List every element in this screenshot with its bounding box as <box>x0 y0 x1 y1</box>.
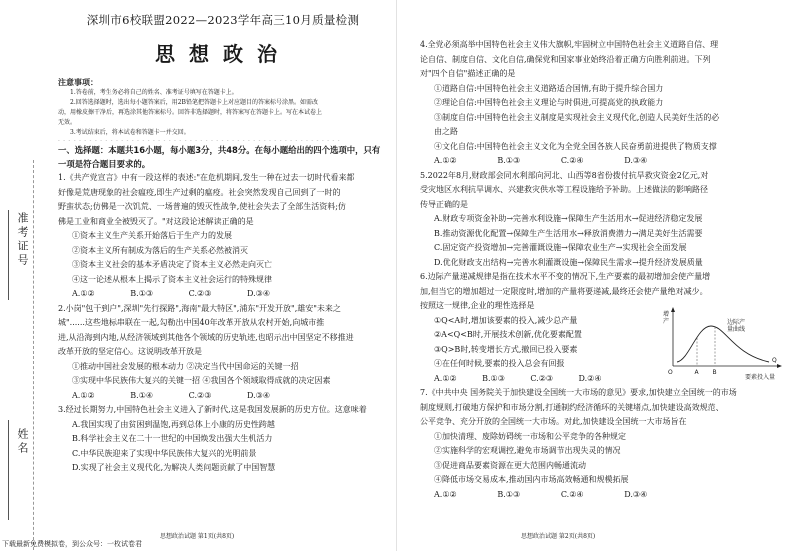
choice-a: A.①② <box>434 156 457 165</box>
question-4-statement: ③制度自信:中国特色社会主义制度是实现社会主义现代化,创造人民美好生活的必 <box>434 112 720 122</box>
name-line <box>8 420 9 520</box>
question-3-choice: A.我国实现了由贫困到温饱,再到总体上小康的历史性跨越 <box>72 419 275 429</box>
choice-d: D.③④ <box>624 489 648 499</box>
choice-c: C.②③ <box>188 390 212 400</box>
choice-d: D.③④ <box>624 156 648 165</box>
question-6-statement: ④在任何时候,要素的投入总会有回报 <box>434 359 565 368</box>
page-2-footer: 思想政治试题 第2页(共8页) <box>521 533 596 540</box>
x-axis-end-label: Q <box>772 357 777 364</box>
separator: - - - - - - - - - - - - - - - - - - - - - - - - - - - - - - - - - - - - - - - - - - - - - - - - - - - - - - <box>58 138 341 144</box>
exam-page-2 <box>397 0 794 551</box>
statement-3: ③实现中华民族伟大复兴的关键一招 <box>72 376 200 385</box>
question-7-choices <box>420 488 782 503</box>
question-5-line: 5.2022年8月,财政部会同水利部向河北、山西等8省份拨付抗旱救灾资金2亿元,对 <box>420 170 709 180</box>
question-2-line: 进,从沿海到内地,从经济领域到其他各个领域的历史轨迹,也昭示出中国坚定不移推进 <box>58 332 354 342</box>
question-4-line: 对"四个自信"描述正确的是 <box>420 69 516 78</box>
notice-line: 2.回答选择题时，选出每小题答案后，用2B铅笔把答题卡上对应题目的答案标号涂黑。如需改 <box>70 99 318 106</box>
question-6-line: 加,但当它的增加超过一定限度时,增加的产量将要递减,最终还会使产量绝对减少。 <box>420 286 708 296</box>
question-1-statement: ①资本主义生产关系开始落后于生产力的发展 <box>72 231 232 240</box>
question-6-statement: ①Q<A时,增加该要素的投入,减少总产量 <box>434 315 578 325</box>
binding-margin <box>0 0 52 551</box>
name-label: 姓名 <box>16 428 29 456</box>
question-7-line: 7.《中共中央 国务院关于加快建设全国统一大市场的意见》要求,加快建立全国统一的市场 <box>420 388 737 397</box>
notice-heading: 注意事项： <box>58 77 98 87</box>
choice-d: D.②④ <box>578 373 602 383</box>
question-1-statement: ③资本主义社会的基本矛盾决定了资本主义必然走向灭亡 <box>72 260 272 269</box>
question-1-line: 野蛮状态;仿佛是一次饥荒、一场普遍的毁灭性战争,使社会失去了全部生活资料;仿 <box>58 202 346 211</box>
y-axis-arrow <box>671 307 675 312</box>
question-6-statement: ②A<Q<B时,开展技术创新,优化要素配置 <box>434 330 582 339</box>
choice-b: B.①③ <box>482 373 505 383</box>
marginal-product-graph <box>659 304 785 382</box>
notice-line: 动，用橡皮擦干净后，再选涂其他答案标号。回答非选择题时，将答案写在答题卡上。写在本试卷上 <box>58 109 323 116</box>
question-7-statement: ①加快清理、废除妨碍统一市场和公平竞争的各种规定 <box>434 431 626 441</box>
choice-c: C.②③ <box>188 289 212 298</box>
curve-label: 边际产量曲线 <box>727 319 746 333</box>
choice-c: C.②④ <box>560 489 584 499</box>
question-7-line: 制度规则,打破地方保护和市场分割,打通制约经济循环的关键堵点,加快建设高效规范、 <box>420 402 724 412</box>
question-5-choice: B.推动资源优化配置→保障生产生活用水→释放消费潜力→满足美好生活需要 <box>434 228 703 238</box>
question-6-line: 按照这一规律,企业的理性选择是 <box>420 301 535 310</box>
x-axis-label: 要素投入量 <box>745 374 776 381</box>
cut-line <box>33 160 34 550</box>
question-5-choice: D.优化财政支出结构→完善水利灌溉设施→保障民生需求→提升经济发展质量 <box>434 257 703 267</box>
choice-a: A.①② <box>72 390 95 400</box>
download-note: 下载最新免费模拟卷，到公众号：一枚试卷君 <box>2 540 142 548</box>
choice-b: B.①③ <box>497 489 521 499</box>
origin-label: O <box>668 369 673 376</box>
exam-number-label: 准考证号 <box>16 212 29 268</box>
choice-d: D.③④ <box>247 289 271 298</box>
question-2-line: 2.小岗"包干到户",深圳"先行探路",海南"最大特区",浦东"开发开放",雄安"未来之 <box>58 303 341 313</box>
choice-c: C.②③ <box>530 373 554 383</box>
section-heading: 一、选择题：本题共16小题，每小题3分，共48分。在每小题给出的四个选项中，只有 <box>58 145 381 155</box>
question-4-statement: ④文化自信:中国特色社会主义文化为全党全国各族人民奋勇前进提供了物质支撑 <box>434 141 717 151</box>
choice-b: B.①③ <box>130 289 154 298</box>
question-1-statement: ④这一论述从根本上揭示了资本主义社会运行的特殊规律 <box>72 274 272 284</box>
choice-d: D.③④ <box>247 390 271 400</box>
question-2-line: 城"......这些地标串联在一起,勾勒出中国40年改革开放从农村开始,向城市推 <box>58 318 325 327</box>
choice-c: C.②④ <box>560 156 584 165</box>
question-4-statement: ①道路自信:中国特色社会主义道路适合国情,有助于提升综合国力 <box>434 83 664 93</box>
question-4-line: 4.全党必须高举中国特色社会主义伟大旗帜,牢固树立中国特色社会主义道路自信、理 <box>420 40 719 49</box>
question-5-choice: C.固定资产投资增加→完善灌溉设施→保障农业生产→实现社会全面发展 <box>434 243 687 252</box>
question-1-line: 佛是工业和商业全被毁灭了。"对这段论述解读正确的是 <box>58 216 254 226</box>
point-b-label: B <box>712 369 717 376</box>
question-3-choice: D.实现了社会主义现代化,为解决人类问题贡献了中国智慧 <box>72 463 276 472</box>
question-5-choice: A.财政专项资金补助→完善水利设施→保障生产生活用水→促进经济稳定发展 <box>434 214 703 223</box>
question-1-statement: ②资本主义所有制成为落后的生产关系必然被消灭 <box>72 245 248 255</box>
question-7-statement: ④降低市场交易成本,推动国内市场高效畅通和规模拓展 <box>434 475 629 484</box>
choice-b: B.①④ <box>130 390 154 400</box>
question-3-choice: C.中华民族迎来了实现中华民族伟大复兴的光明前景 <box>72 448 257 458</box>
section-heading: 一项是符合题目要求的。 <box>58 158 151 169</box>
exam-number-line <box>8 210 9 300</box>
question-2-choices <box>58 389 388 404</box>
y-axis-label: 增产 <box>663 311 670 325</box>
subject-title: 思想政治 <box>155 42 291 66</box>
page-2-content <box>420 38 782 502</box>
choice-a: A.①② <box>434 373 457 383</box>
question-6-statement: ③Q>B时,转变增长方式,撤回已投入要素 <box>434 344 578 354</box>
statement-2: ②决定当代中国命运的关键一招 <box>186 361 299 371</box>
marginal-product-curve <box>677 326 769 362</box>
question-2-statements <box>58 374 388 389</box>
marginal-product-figure <box>659 304 785 382</box>
question-2-statements <box>58 360 388 375</box>
question-2-line: 改革开放的坚定信心。这说明改革开放是 <box>58 347 202 356</box>
question-7-line: 公平竞争、充分开放的全国统一大市场。对此,加快建设全国统一大市场旨在 <box>420 417 687 426</box>
choice-b: B.①③ <box>497 156 521 165</box>
question-1-line: 好像是荒唐现象的社会瘟疫,即生产过剩的瘟疫。社会突然发现自己回到了一时的 <box>58 187 341 197</box>
question-5-line: 传导正确的是 <box>420 199 468 209</box>
question-1-line: 1.《共产党宣言》中有一段这样的表述:"在危机期间,发生一种在过去一切时代看来都 <box>58 173 355 182</box>
x-axis-arrow <box>777 364 782 368</box>
statement-1: ①推动中国社会发展的根本动力 <box>72 361 184 371</box>
question-4-line: 论自信、制度自信、文化自信,确保党和国家事业始终沿着正确方向胜利前进。下列 <box>420 54 711 64</box>
statement-4: ④我国各个领域取得成就的决定因素 <box>202 376 331 385</box>
question-5-line: 受灾地区水利抗旱调水、兴建救灾供水等工程设施给予补助。上述做法的影响路径 <box>420 185 708 194</box>
question-7-statement: ②实施科学的宏观调控,避免市场调节出现失灵的情况 <box>434 446 621 455</box>
question-7-statement: ③促进商品要素资源在更大范围内畅通流动 <box>434 460 586 470</box>
choice-a: A.①② <box>434 489 457 499</box>
notice-line: 1.答卷前，考生务必将自己的姓名、准考证号填写在答题卡上。 <box>70 89 238 96</box>
notice-line: 无效。 <box>58 119 77 126</box>
page-1-content <box>58 0 388 476</box>
page-1-footer: 思想政治试题 第1页(共8页) <box>160 533 235 540</box>
question-6-line: 6.边际产量递减规律是指在技术水平不变的情况下,生产要素的最初增加会使产量增 <box>420 272 711 281</box>
question-3-line: 3.经过长期努力,中国特色社会主义进入了新时代,这是我国发展新的历史方位。这意味着 <box>58 405 367 414</box>
question-4-choices <box>420 154 782 169</box>
notice-line: 3.考试结束后，将本试卷和答题卡一并交回。 <box>70 129 190 136</box>
question-4-statement: 由之路 <box>434 127 458 136</box>
choice-a: A.①② <box>72 289 95 298</box>
question-1-choices <box>58 287 388 302</box>
question-4-statement: ②理论自信:中国特色社会主义理论与时俱进,可提高党的执政能力 <box>434 98 664 107</box>
point-a-label: A <box>694 369 699 376</box>
question-3-choice: B.科学社会主义在二十一世纪的中国焕发出强大生机活力 <box>72 434 273 443</box>
exam-title: 深圳市6校联盟2022—2023学年高三10月质量检测 <box>86 13 360 27</box>
